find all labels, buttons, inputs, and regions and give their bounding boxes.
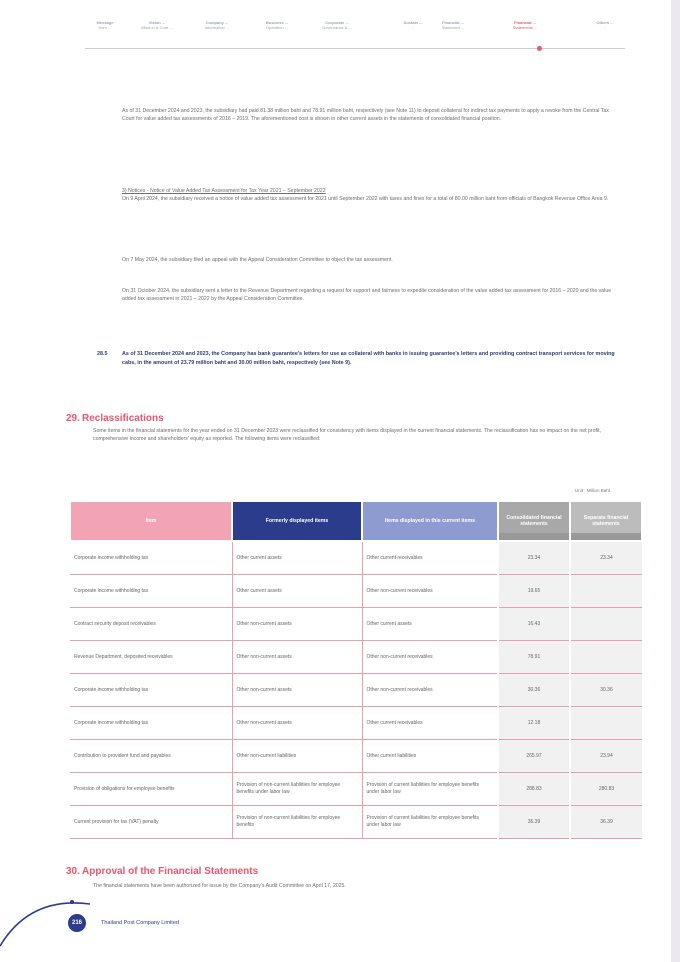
table-cell: 36.39 (498, 806, 570, 839)
nav-item-sub: Statement ... (441, 25, 465, 30)
table-cell: Other current assets (232, 541, 362, 575)
nav-item-sub: Governance & ... (321, 25, 352, 30)
table-cell (570, 707, 642, 740)
note-text: As of 31 December 2024 and 2023, the Company has bank guarantee’s letters for use as collateral with banks in issuing guarantee’s letters and providing contract transport services for moving cabs, in the amount of 23.79 million baht and 30.00 million baht, respectively (see Note 9). (122, 351, 615, 366)
nav-item-sub: Information ... (204, 25, 230, 30)
unit-label: Unit : Million Baht (574, 488, 610, 493)
notice-heading: 3) Notices - Notice of Value Added Tax Assessment for Tax Year 2021 – September 2022 (122, 188, 326, 194)
nav-item-title: Financial ... (514, 20, 536, 25)
table-cell: Other non-current assets (232, 641, 362, 674)
table-cell: 288.83 (498, 773, 570, 806)
nav-item[interactable] (80, 20, 130, 30)
nav-item[interactable] (428, 20, 478, 30)
nav-item-sub: ... (603, 25, 607, 30)
table-cell (570, 575, 642, 608)
table-cell: Provision of obligations for employee benefits (70, 773, 232, 806)
nav-item-title: Vision ... (148, 20, 166, 25)
table-cell: 280.83 (570, 773, 642, 806)
table-cell: Current provision for tax (VAT) penalty (70, 806, 232, 839)
table-row (70, 674, 642, 707)
table-cell: Provision of non-current liabilities for employee benefits (232, 806, 362, 839)
table-cell: Contribution to provident fund and payables (70, 740, 232, 773)
header-formerly: Formerly displayed items (232, 501, 362, 541)
nav-item[interactable] (312, 20, 362, 30)
table-row (70, 773, 642, 806)
paragraph-notice (122, 187, 622, 204)
table-cell: 30.36 (570, 674, 642, 707)
header-consolidated: Consolidated financial statements (498, 501, 570, 541)
table-cell: Other non-current receivables (362, 674, 498, 707)
nav-item-title: Business ... (265, 20, 289, 25)
table-row (70, 641, 642, 674)
table-cell: Other non-current liabilities (232, 740, 362, 773)
nav-item-title: Message (96, 20, 114, 25)
side-bar (671, 0, 680, 962)
header-current: Items displayed in this current items (362, 501, 498, 541)
reclassification-table (69, 500, 643, 839)
table-cell: 12.18 (498, 707, 570, 740)
nav-item[interactable] (580, 20, 630, 30)
table-cell: Other current receivables (362, 707, 498, 740)
table-cell: Provision of current liabilities for employee benefits under labor law (362, 773, 498, 806)
table-row (70, 575, 642, 608)
section-29-title (66, 413, 164, 424)
header-item: Item (70, 501, 232, 541)
top-navigation (80, 20, 630, 50)
table-cell: Corporate income withholding tax (70, 674, 232, 707)
nav-item-title: Company ... (205, 20, 229, 25)
paragraph-appeal: On 7 May 2024, the subsidiary filed an appeal with the Appeal Consideration Committee to object the tax assessment. (122, 257, 393, 263)
note-number: 28.5 (97, 351, 108, 357)
table-cell: Other non-current assets (232, 608, 362, 641)
table-cell: Other current assets (362, 608, 498, 641)
company-name: Thailand Post Company Limited (101, 920, 179, 926)
table-cell: Other non-current assets (232, 707, 362, 740)
nav-item[interactable] (252, 20, 302, 30)
table-cell: Other non-current assets (232, 674, 362, 707)
table-cell (570, 608, 642, 641)
table-row (70, 608, 642, 641)
paragraph-letter: On 31 October 2024, the subsidiary sent a letter to the Revenue Department regarding a request for support and fairness to expedite consideration of the value added tax assessment for 2016 – 2020 and the value added tax assessment in 2021 – 2022 by the Appeal Consideration Committee. (122, 288, 612, 303)
notice-text: On 9 April 2024, the subsidiary received a notice of value added tax assessment for 2021 until September 2022 with taxes and fines for a total of 80.00 million baht from officials of Bangkok Revenue Office Area 9. (122, 196, 609, 203)
section-29-text: Some items in the financial statements for the year ended on 31 December 2023 were reclassified for consistency with items displayed in the current financial statements. The reclassification has no impact on the net profit, comprehensive income and shareholders’ equity as reported. The following items were reclassified: (93, 428, 601, 443)
nav-divider (85, 48, 625, 49)
nav-item[interactable] (500, 20, 550, 30)
section-30-title (66, 866, 258, 877)
nav-item[interactable] (132, 20, 182, 30)
table-cell: Corporate income withholding tax (70, 541, 232, 575)
table-cell: Revenue Department, deposited receivables (70, 641, 232, 674)
section-title-text: Approval of the Financial Statements (82, 866, 259, 877)
nav-item-title: Sustain ... (403, 20, 423, 25)
table-cell: Corporate income withholding tax (70, 707, 232, 740)
table-cell: Other current assets (232, 575, 362, 608)
table-row (70, 806, 642, 839)
table-cell: Provision of non-current liabilities for employee benefits under labor law (232, 773, 362, 806)
section-title-text: Reclassifications (82, 413, 164, 424)
table-cell: 36.39 (570, 806, 642, 839)
table-cell: Provision of current liabilities for employee benefits under labor law (362, 806, 498, 839)
nav-item[interactable] (192, 20, 242, 30)
section-number: 30. (66, 866, 80, 877)
section-30-text: The financial statements have been authorized for issue by the Company’s Audit Committee on April 17, 2025. (93, 883, 346, 889)
table-cell (570, 641, 642, 674)
page-number: 216 (68, 914, 86, 932)
table-row (70, 740, 642, 773)
nav-item-sub: from ... (98, 25, 112, 30)
nav-item-title: Corporate ... (325, 20, 349, 25)
table-header-row (70, 501, 642, 541)
table-cell: 30.36 (498, 674, 570, 707)
table-row (70, 707, 642, 740)
table-cell: Other current receivables (362, 541, 498, 575)
header-separate: Separate financial statements (570, 501, 642, 541)
nav-item-title: Others ... (596, 20, 614, 25)
table-cell: 78.91 (498, 641, 570, 674)
nav-item-sub: Operation ... (265, 25, 288, 30)
nav-item-sub: Mission & Core ... (141, 25, 173, 30)
table-cell: 23.34 (570, 541, 642, 575)
nav-item-title: Financial ... (442, 20, 464, 25)
table-cell: 19.65 (498, 575, 570, 608)
paragraph-collateral: As of 31 December 2024 and 2023, the subsidiary had paid 81.38 million baht and 78.91 million baht, respectively (see Note 11) to deposit collateral for indirect tax payments to apply a revoke from the Central Tax Court for value added tax assessments of 2016 – 2019. The aforementioned cost is shown in other current assets in the statements of consolidated financial position. (122, 108, 609, 123)
section-number: 29. (66, 413, 80, 424)
table-cell: 265.97 (498, 740, 570, 773)
table-cell: Other current liabilities (362, 740, 498, 773)
table-cell: Corporate income withholding tax (70, 575, 232, 608)
table-cell: 16.43 (498, 608, 570, 641)
table-cell: Other non-current receivables (362, 641, 498, 674)
table-row (70, 541, 642, 575)
nav-active-marker (537, 46, 542, 51)
table-cell: 23.94 (570, 740, 642, 773)
nav-item-sub: Statements ... (512, 25, 538, 30)
table-cell: 23.34 (498, 541, 570, 575)
table-cell: Contract security deposit receivables (70, 608, 232, 641)
nav-item-sub: ... (411, 25, 415, 30)
table-cell: Other non-current receivables (362, 575, 498, 608)
